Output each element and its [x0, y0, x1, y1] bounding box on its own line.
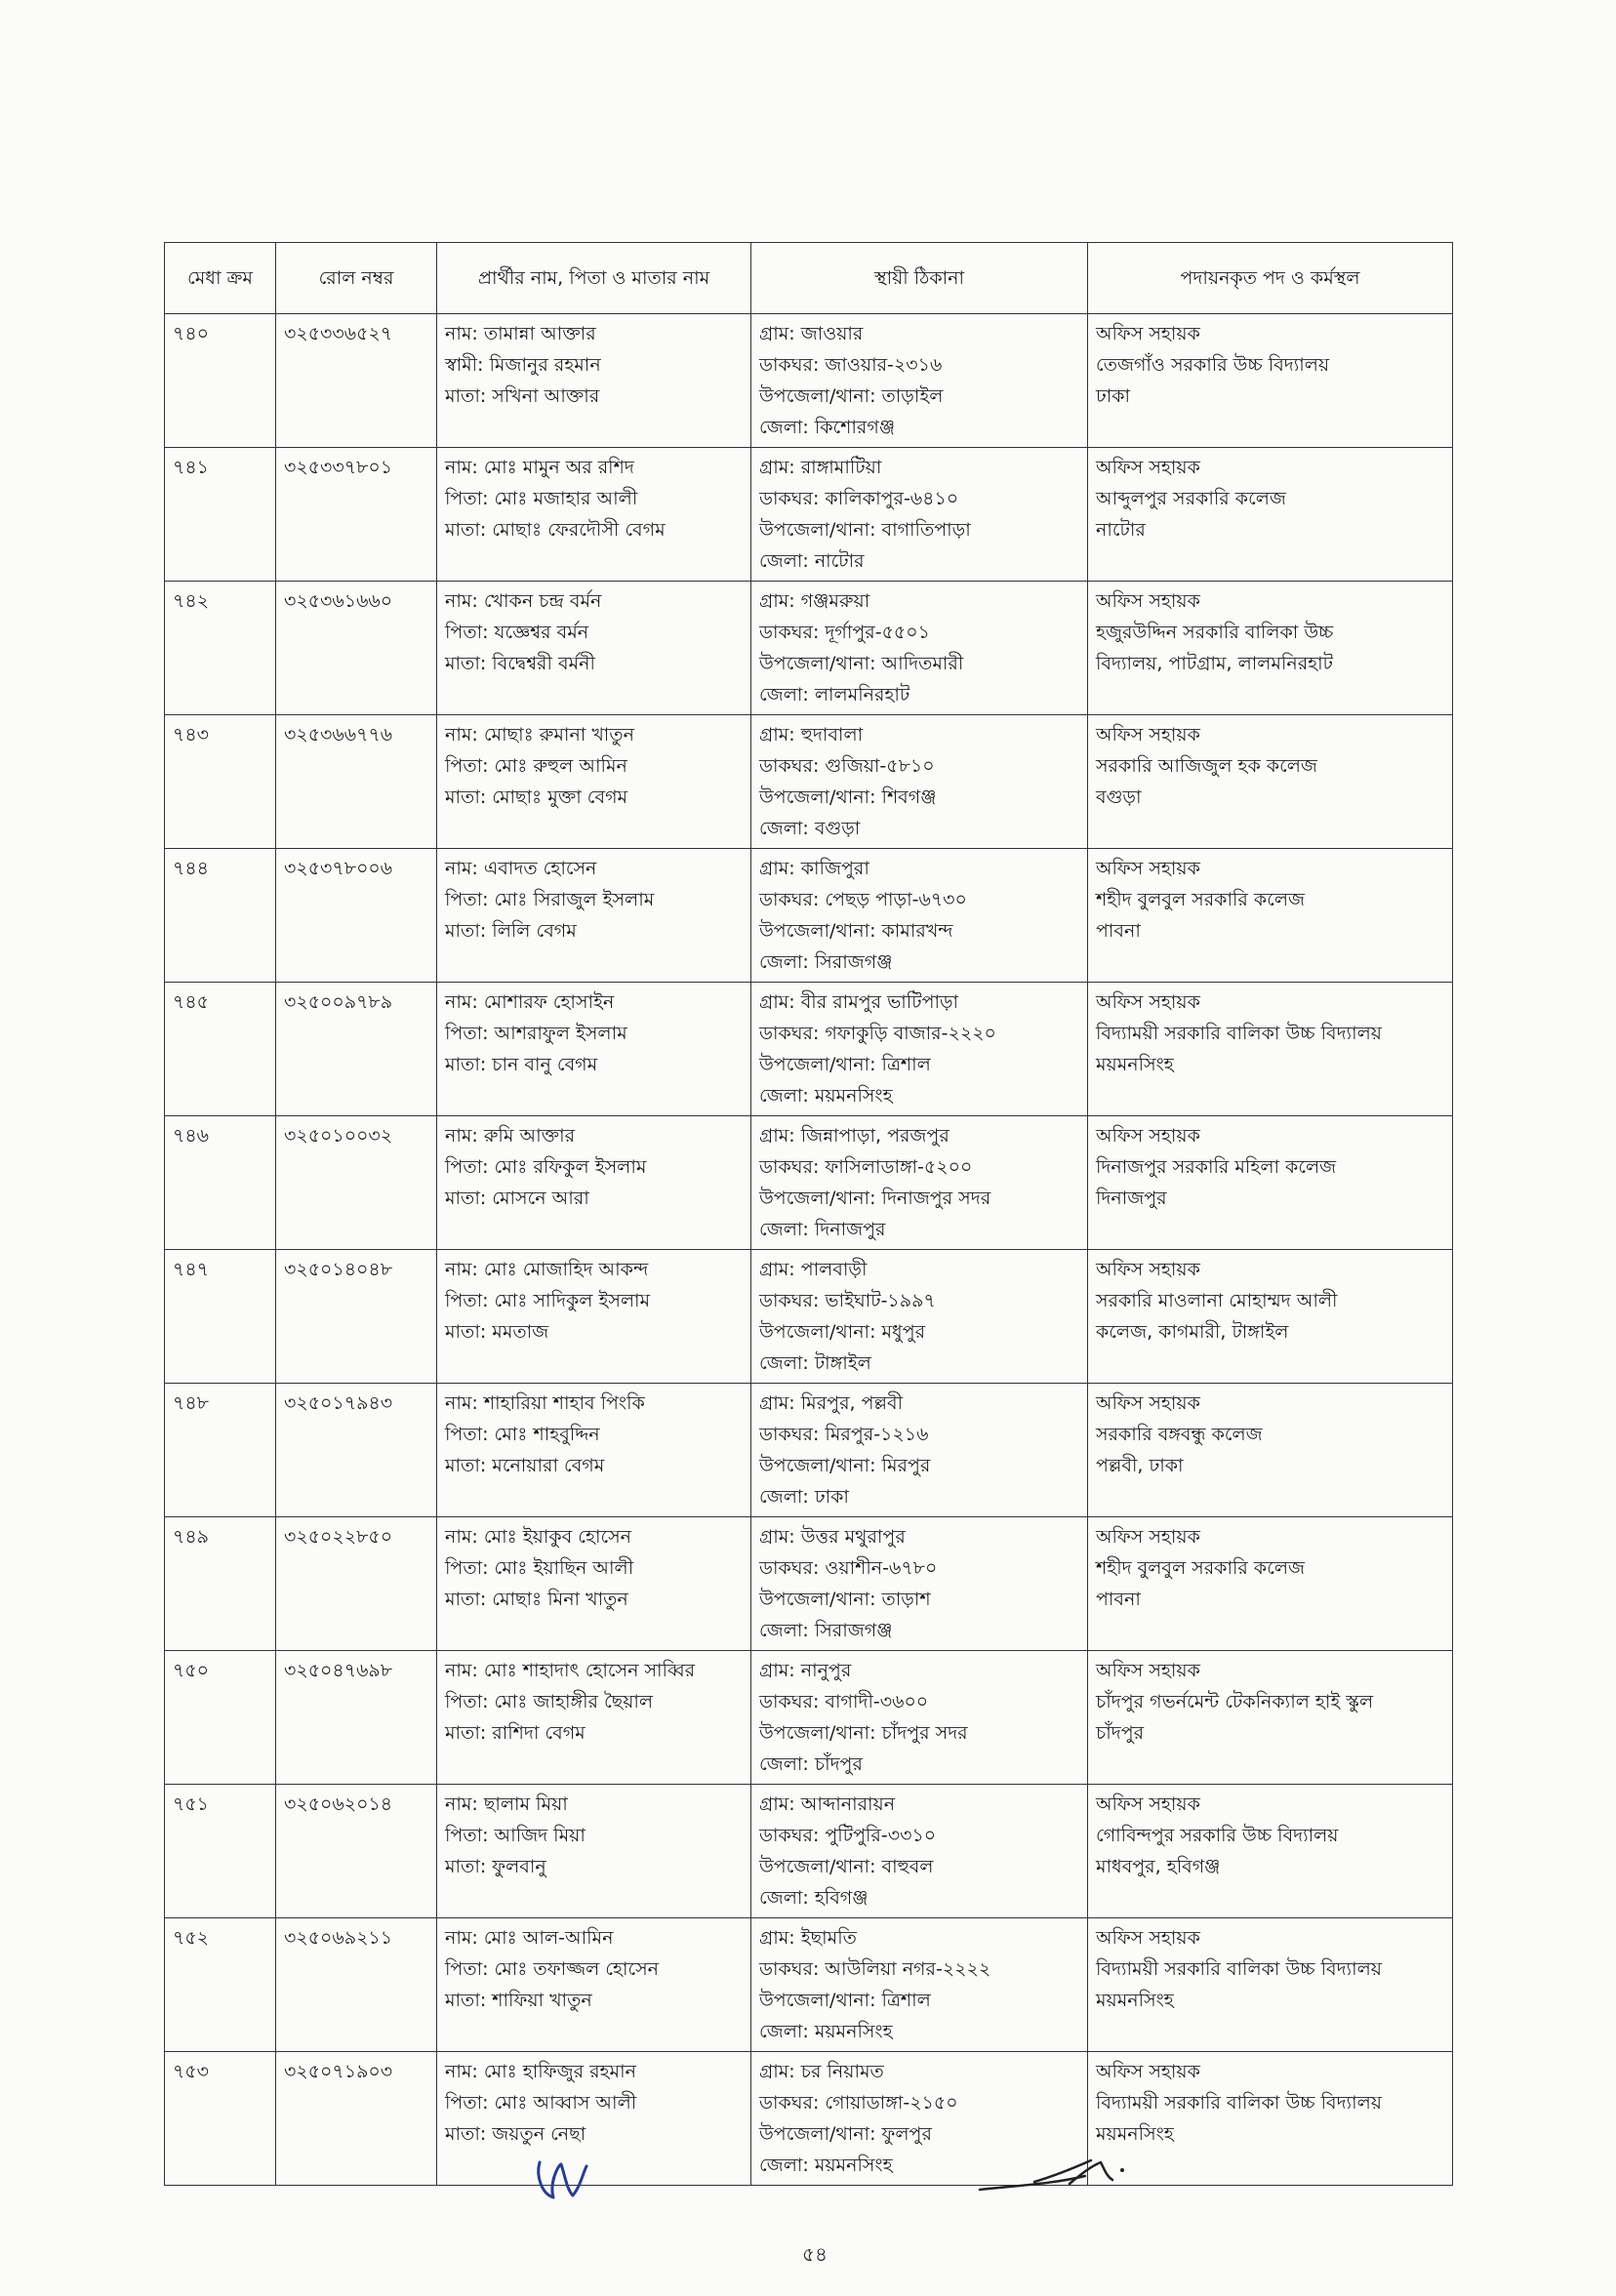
posting-cell — [1088, 448, 1453, 582]
table-row — [165, 1250, 1453, 1384]
posting-cell — [1088, 1116, 1453, 1250]
address-line: গ্রাম: উত্তর মথুরাপুর — [759, 1526, 906, 1548]
posting-line: গোবিন্দপুর সরকারি উচ্চ বিদ্যালয় — [1096, 1825, 1339, 1846]
table-row — [165, 1785, 1453, 1918]
address-line: জেলা: ময়মনসিংহ — [759, 1085, 893, 1107]
signature-icon — [976, 2147, 1132, 2205]
merit-cell: ৭৪৬ — [165, 1116, 276, 1250]
names-cell — [437, 1250, 751, 1384]
posting-line: ময়মনসিংহ — [1096, 1990, 1174, 2011]
name-line: নাম: শাহারিয়া শাহাব পিংকি — [445, 1392, 645, 1414]
address-line: জেলা: হবিগঞ্জ — [759, 1887, 869, 1909]
address-cell — [751, 1918, 1088, 2052]
names-cell — [437, 1116, 751, 1250]
table-row — [165, 1517, 1453, 1651]
address-line: গ্রাম: কাজিপুরা — [759, 858, 869, 879]
address-line: গ্রাম: ইছামতি — [759, 1927, 857, 1949]
posting-line: অফিস সহায়ক — [1096, 1660, 1200, 1681]
name-line: নাম: রুমি আক্তার — [445, 1125, 576, 1147]
table-row — [165, 582, 1453, 715]
address-line: ডাকঘর: কালিকাপুর-৬৪১০ — [759, 488, 959, 509]
roll-cell: ৩২৫০৬২০১৪ — [276, 1785, 437, 1918]
roll-cell: ৩২৫০১০০৩২ — [276, 1116, 437, 1250]
name-line: মাতা: বিদ্বেশ্বরী বর্মনী — [445, 653, 595, 674]
posting-line: চাঁদপুর গভর্নমেন্ট টেকনিক্যাল হাই স্কুল — [1096, 1691, 1374, 1712]
name-line: পিতা: মোঃ সাদিকুল ইসলাম — [445, 1290, 651, 1311]
table-row — [165, 715, 1453, 849]
names-cell — [437, 715, 751, 849]
posting-line: কলেজ, কাগমারী, টাঙ্গাইল — [1096, 1321, 1289, 1343]
posting-line: অফিস সহায়ক — [1096, 724, 1200, 745]
name-line: মাতা: সখিনা আক্তার — [445, 385, 600, 407]
address-line: ডাকঘর: পুটিপুরি-৩৩১০ — [759, 1825, 937, 1846]
table-row — [165, 1918, 1453, 2052]
address-line: জেলা: সিরাজগঞ্জ — [759, 951, 893, 973]
initial-signature-icon — [532, 2156, 600, 2205]
address-line: ডাকঘর: গুজিয়া-৫৮১০ — [759, 755, 935, 777]
posting-line: অফিস সহায়ক — [1096, 323, 1200, 344]
header-address: স্থায়ী ঠিকানা — [751, 243, 1088, 314]
posting-line: বিদ্যাময়ী সরকারি বালিকা উচ্চ বিদ্যালয় — [1096, 2092, 1382, 2114]
posting-cell — [1088, 314, 1453, 448]
name-line: মাতা: মোসনে আরা — [445, 1188, 589, 1209]
header-merit: মেধা ক্রম — [165, 243, 276, 314]
table-row — [165, 1116, 1453, 1250]
roll-cell: ৩২৫০০৯৭৮৯ — [276, 983, 437, 1116]
address-line: ডাকঘর: জাওয়ার-২৩১৬ — [759, 354, 943, 376]
page-number: ৫৪ — [802, 2242, 828, 2266]
address-line: উপজেলা/থানা: আদিতমারী — [759, 653, 964, 674]
table-row — [165, 849, 1453, 983]
address-line: জেলা: চাঁদপুর — [759, 1753, 863, 1775]
table-row — [165, 983, 1453, 1116]
names-cell — [437, 983, 751, 1116]
name-line: পিতা: আজিদ মিয়া — [445, 1825, 586, 1846]
names-cell — [437, 1517, 751, 1651]
table-row — [165, 448, 1453, 582]
address-line: উপজেলা/থানা: ত্রিশাল — [759, 1054, 931, 1075]
roll-cell: ৩২৫০৭১৯০৩ — [276, 2052, 437, 2186]
posting-line: সরকারি মাওলানা মোহাম্মদ আলী — [1096, 1290, 1338, 1311]
merit-cell: ৭৪১ — [165, 448, 276, 582]
posting-line: অফিস সহায়ক — [1096, 2061, 1200, 2082]
posting-line: সরকারি বঙ্গবন্ধু কলেজ — [1096, 1424, 1263, 1445]
address-line: উপজেলা/থানা: মধুপুর — [759, 1321, 926, 1343]
name-line: নাম: মোছাঃ রুমানা খাতুন — [445, 724, 634, 745]
name-line: মাতা: মমতাজ — [445, 1321, 549, 1343]
posting-line: অফিস সহায়ক — [1096, 1259, 1200, 1280]
posting-line: সরকারি আজিজুল হক কলেজ — [1096, 755, 1317, 777]
name-line: নাম: মোঃ মামুন অর রশিদ — [445, 457, 634, 478]
address-line: জেলা: দিনাজপুর — [759, 1219, 886, 1240]
address-line: গ্রাম: বীর রামপুর ভাটিপাড়া — [759, 991, 959, 1013]
address-line: ডাকঘর: বাগাদী-৩৬০০ — [759, 1691, 929, 1712]
address-line: ডাকঘর: ফাসিলাডাঙ্গা-৫২০০ — [759, 1156, 973, 1178]
merit-cell: ৭৪২ — [165, 582, 276, 715]
header-names: প্রার্থীর নাম, পিতা ও মাতার নাম — [437, 243, 751, 314]
names-cell — [437, 448, 751, 582]
address-line: উপজেলা/থানা: কামারখন্দ — [759, 920, 953, 942]
address-line: জেলা: ঢাকা — [759, 1486, 849, 1508]
name-line: নাম: মোঃ শাহাদাৎ হোসেন সাব্বির — [445, 1660, 696, 1681]
names-cell — [437, 1785, 751, 1918]
name-line: মাতা: জয়তুন নেছা — [445, 2123, 586, 2145]
address-line: গ্রাম: মিরপুর, পল্লবী — [759, 1392, 904, 1414]
posting-line: শহীদ বুলবুল সরকারি কলেজ — [1096, 889, 1305, 910]
posting-line: বিদ্যালয়, পাটগ্রাম, লালমনিরহাট — [1096, 653, 1334, 674]
address-line: জেলা: লালমনিরহাট — [759, 684, 910, 705]
name-line: পিতা: মোঃ রফিকুল ইসলাম — [445, 1156, 647, 1178]
name-line: মাতা: লিলি বেগম — [445, 920, 577, 942]
name-line: মাতা: মোছাঃ মুক্তা বেগম — [445, 786, 628, 808]
address-line: গ্রাম: জাওয়ার — [759, 323, 864, 344]
name-line: পিতা: মোঃ তফাজ্জল হোসেন — [445, 1958, 659, 1980]
names-cell — [437, 1651, 751, 1785]
roll-cell: ৩২৫০১৪০৪৮ — [276, 1250, 437, 1384]
address-cell — [751, 1250, 1088, 1384]
address-cell — [751, 1116, 1088, 1250]
posting-cell — [1088, 1250, 1453, 1384]
merit-list-table — [164, 242, 1453, 2186]
roll-cell: ৩২৫০২২৮৫০ — [276, 1517, 437, 1651]
posting-cell — [1088, 1651, 1453, 1785]
roll-cell: ৩২৫০৬৯২১১ — [276, 1918, 437, 2052]
address-line: ডাকঘর: ওয়াশীন-৬৭৮০ — [759, 1557, 938, 1579]
address-cell — [751, 715, 1088, 849]
posting-cell — [1088, 1785, 1453, 1918]
address-line: জেলা: টাঙ্গাইল — [759, 1352, 871, 1374]
name-line: নাম: মোঃ মোজাহিদ আকন্দ — [445, 1259, 649, 1280]
posting-cell — [1088, 1918, 1453, 2052]
posting-line: নাটোর — [1096, 519, 1146, 541]
address-cell — [751, 849, 1088, 983]
name-line: মাতা: ফুলবানু — [445, 1856, 546, 1877]
name-line: পিতা: মোঃ জাহাঙ্গীর ছৈয়াল — [445, 1691, 654, 1712]
name-line: মাতা: মোছাঃ ফেরদৌসী বেগম — [445, 519, 666, 541]
posting-cell — [1088, 1517, 1453, 1651]
posting-line: অফিস সহায়ক — [1096, 1927, 1200, 1949]
merit-cell: ৭৪৫ — [165, 983, 276, 1116]
names-cell — [437, 1384, 751, 1517]
posting-line: শহীদ বুলবুল সরকারি কলেজ — [1096, 1557, 1305, 1579]
name-line: পিতা: যজ্ঞেশ্বর বর্মন — [445, 622, 589, 643]
address-line: ডাকঘর: মিরপুর-১২১৬ — [759, 1424, 929, 1445]
roll-cell: ৩২৫০৪৭৬৯৮ — [276, 1651, 437, 1785]
address-line: গ্রাম: গঞ্জমরুয়া — [759, 590, 870, 612]
address-line: গ্রাম: পালবাড়ী — [759, 1259, 868, 1280]
roll-cell: ৩২৫৩৬১৬৬০ — [276, 582, 437, 715]
names-cell — [437, 1918, 751, 2052]
roll-cell: ৩২৫৩৩৭৮০১ — [276, 448, 437, 582]
names-cell — [437, 314, 751, 448]
name-line: নাম: মোঃ আল-আমিন — [445, 1927, 614, 1949]
merit-cell: ৭৫২ — [165, 1918, 276, 2052]
header-roll: রোল নম্বর — [276, 243, 437, 314]
address-line: জেলা: কিশোরগঞ্জ — [759, 417, 896, 438]
posting-line: আব্দুলপুর সরকারি কলেজ — [1096, 488, 1286, 509]
posting-line: তেজগাঁও সরকারি উচ্চ বিদ্যালয় — [1096, 354, 1330, 376]
address-line: উপজেলা/থানা: চাঁদপুর সদর — [759, 1722, 968, 1744]
address-line: জেলা: ময়মনসিংহ — [759, 2021, 893, 2042]
merit-cell: ৭৪০ — [165, 314, 276, 448]
merit-cell: ৭৫১ — [165, 1785, 276, 1918]
merit-cell: ৭৪৮ — [165, 1384, 276, 1517]
posting-line: অফিস সহায়ক — [1096, 1793, 1200, 1815]
address-line: জেলা: সিরাজগঞ্জ — [759, 1620, 893, 1641]
address-line: ডাকঘর: আউলিয়া নগর-২২২২ — [759, 1958, 991, 1980]
name-line: নাম: মোঃ হাফিজুর রহমান — [445, 2061, 636, 2082]
names-cell — [437, 582, 751, 715]
posting-line: অফিস সহায়ক — [1096, 590, 1200, 612]
name-line: নাম: তামান্না আক্তার — [445, 323, 596, 344]
address-line: উপজেলা/থানা: তাড়াইল — [759, 385, 944, 407]
address-cell — [751, 1384, 1088, 1517]
name-line: পিতা: মোঃ রুহুল আমিন — [445, 755, 627, 777]
address-line: গ্রাম: আব্দানারায়ন — [759, 1793, 896, 1815]
address-line: ডাকঘর: পেছড় পাড়া-৬৭৩০ — [759, 889, 967, 910]
posting-line: হজুরউদ্দিন সরকারি বালিকা উচ্চ — [1096, 622, 1334, 643]
posting-cell — [1088, 1384, 1453, 1517]
address-line: উপজেলা/থানা: শিবগঞ্জ — [759, 786, 937, 808]
address-line: গ্রাম: জিন্নাপাড়া, পরজপুর — [759, 1125, 949, 1147]
posting-line: অফিস সহায়ক — [1096, 457, 1200, 478]
name-line: পিতা: মোঃ সিরাজুল ইসলাম — [445, 889, 655, 910]
address-line: জেলা: নাটোর — [759, 550, 865, 572]
address-line: উপজেলা/থানা: বাগাতিপাড়া — [759, 519, 971, 541]
name-line: মাতা: চান বানু বেগম — [445, 1054, 598, 1075]
address-line: জেলা: ময়মনসিংহ — [759, 2155, 893, 2176]
name-line: নাম: মোঃ ইয়াকুব হোসেন — [445, 1526, 631, 1548]
name-line: নাম: এবাদত হোসেন — [445, 858, 597, 879]
name-line: মাতা: মোছাঃ মিনা খাতুন — [445, 1589, 628, 1610]
name-line: পিতা: মোঃ আব্বাস আলী — [445, 2092, 637, 2114]
address-cell — [751, 314, 1088, 448]
address-line: ডাকঘর: গফাকুড়ি বাজার-২২২০ — [759, 1023, 996, 1044]
roll-cell: ৩২৫০১৭৯৪৩ — [276, 1384, 437, 1517]
roll-cell: ৩২৫৩৬৬৭৭৬ — [276, 715, 437, 849]
posting-line: পাবনা — [1096, 920, 1141, 942]
address-line: উপজেলা/থানা: মিরপুর — [759, 1455, 931, 1476]
address-line: উপজেলা/থানা: তাড়াশ — [759, 1589, 931, 1610]
address-line: গ্রাম: চর নিয়ামত — [759, 2061, 884, 2082]
address-cell — [751, 448, 1088, 582]
posting-line: ঢাকা — [1096, 385, 1131, 407]
posting-line: দিনাজপুর — [1096, 1188, 1167, 1209]
roll-cell: ৩২৫৩৭৮০০৬ — [276, 849, 437, 983]
address-cell — [751, 983, 1088, 1116]
posting-line: অফিস সহায়ক — [1096, 1392, 1200, 1414]
name-line: স্বামী: মিজানুর রহমান — [445, 354, 601, 376]
table-row — [165, 314, 1453, 448]
name-line: মাতা: শাফিয়া খাতুন — [445, 1990, 592, 2011]
merit-cell: ৭৪৩ — [165, 715, 276, 849]
table-header-row — [165, 243, 1453, 314]
address-cell — [751, 1785, 1088, 1918]
posting-line: ময়মনসিংহ — [1096, 1054, 1174, 1075]
address-line: ডাকঘর: ভাইঘাট-১৯৯৭ — [759, 1290, 936, 1311]
posting-line: অফিস সহায়ক — [1096, 1125, 1200, 1147]
address-cell — [751, 1517, 1088, 1651]
posting-cell — [1088, 715, 1453, 849]
table-row — [165, 1384, 1453, 1517]
posting-line: অফিস সহায়ক — [1096, 991, 1200, 1013]
posting-line: ময়মনসিংহ — [1096, 2123, 1174, 2145]
address-line: জেলা: বগুড়া — [759, 818, 861, 839]
name-line: পিতা: আশরাফুল ইসলাম — [445, 1023, 627, 1044]
address-line: উপজেলা/থানা: ত্রিশাল — [759, 1990, 931, 2011]
posting-cell — [1088, 582, 1453, 715]
posting-cell — [1088, 983, 1453, 1116]
address-line: গ্রাম: রাঙ্গামাটিয়া — [759, 457, 882, 478]
address-cell — [751, 582, 1088, 715]
name-line: মাতা: রাশিদা বেগম — [445, 1722, 586, 1744]
name-line: নাম: ছালাম মিয়া — [445, 1793, 568, 1815]
posting-line: দিনাজপুর সরকারি মহিলা কলেজ — [1096, 1156, 1337, 1178]
address-line: ডাকঘর: দূর্গাপুর-৫৫০১ — [759, 622, 930, 643]
table-row — [165, 1651, 1453, 1785]
merit-cell: ৭৪৯ — [165, 1517, 276, 1651]
names-cell — [437, 849, 751, 983]
posting-line: অফিস সহায়ক — [1096, 1526, 1200, 1548]
posting-line: পাবনা — [1096, 1589, 1141, 1610]
posting-line: মাধবপুর, হবিগঞ্জ — [1096, 1856, 1221, 1877]
posting-line: চাঁদপুর — [1096, 1722, 1145, 1744]
address-line: উপজেলা/থানা: বাহুবল — [759, 1856, 934, 1877]
posting-line: পল্লবী, ঢাকা — [1096, 1455, 1184, 1476]
address-cell — [751, 1651, 1088, 1785]
roll-cell: ৩২৫৩৩৬৫২৭ — [276, 314, 437, 448]
name-line: পিতা: মোঃ ইয়াছিন আলী — [445, 1557, 634, 1579]
posting-line: অফিস সহায়ক — [1096, 858, 1200, 879]
address-line: গ্রাম: নানুপুর — [759, 1660, 852, 1681]
merit-cell: ৭৫০ — [165, 1651, 276, 1785]
address-line: উপজেলা/থানা: ফুলপুর — [759, 2123, 932, 2145]
posting-line: বগুড়া — [1096, 786, 1142, 808]
name-line: পিতা: মোঃ মজাহার আলী — [445, 488, 638, 509]
address-line: গ্রাম: হুদাবালা — [759, 724, 864, 745]
posting-line: বিদ্যাময়ী সরকারি বালিকা উচ্চ বিদ্যালয় — [1096, 1958, 1382, 1980]
posting-cell — [1088, 2052, 1453, 2186]
address-line: উপজেলা/থানা: দিনাজপুর সদর — [759, 1188, 991, 1209]
table-row — [165, 2052, 1453, 2186]
posting-cell — [1088, 849, 1453, 983]
name-line: নাম: খোকন চন্দ্র বর্মন — [445, 590, 602, 612]
name-line: নাম: মোশারফ হোসাইন — [445, 991, 615, 1013]
merit-cell: ৭৪৭ — [165, 1250, 276, 1384]
header-posting: পদায়নকৃত পদ ও কর্মস্থল — [1088, 243, 1453, 314]
address-line: ডাকঘর: গোয়াডাঙ্গা-২১৫০ — [759, 2092, 958, 2114]
name-line: মাতা: মনোয়ারা বেগম — [445, 1455, 605, 1476]
merit-cell: ৭৪৪ — [165, 849, 276, 983]
name-line: পিতা: মোঃ শাহবুদ্দিন — [445, 1424, 600, 1445]
merit-cell: ৭৫৩ — [165, 2052, 276, 2186]
posting-line: বিদ্যাময়ী সরকারি বালিকা উচ্চ বিদ্যালয় — [1096, 1023, 1382, 1044]
